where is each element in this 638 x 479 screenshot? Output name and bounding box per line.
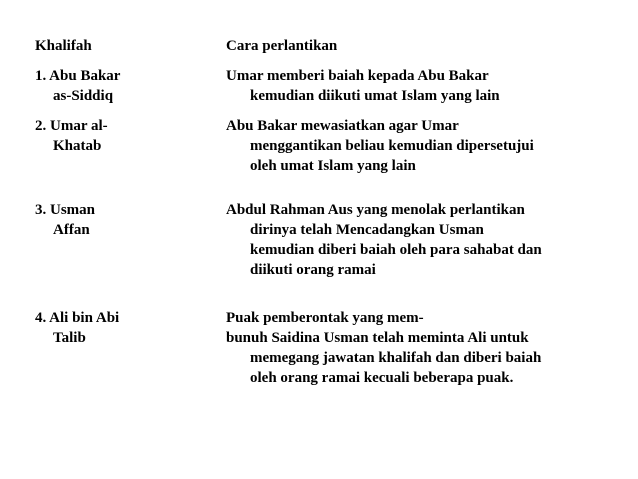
- khalifah-name-line: Khatab: [53, 138, 102, 154]
- khalifah-name-cell: [35, 200, 226, 308]
- khalifah-name-line: Affan: [53, 222, 90, 238]
- khalifah-name-line: 4. Ali bin Abi: [35, 310, 120, 326]
- cara-line: menggantikan beliau kemudian dipersetujui: [250, 138, 534, 154]
- khalifah-name-cell: [35, 66, 226, 116]
- khalifah-name-cell: [35, 308, 226, 408]
- cara-line: bunuh Saidina Usman telah meminta Ali untuk: [226, 330, 529, 346]
- cara-perlantikan-cell: [226, 308, 625, 408]
- cara-line: memegang jawatan khalifah dan diberi baiah: [250, 350, 542, 366]
- khalifah-name-line: Talib: [53, 330, 86, 346]
- cara-line: kemudian diikuti umat Islam yang lain: [250, 88, 500, 104]
- khalifah-name-line: 1. Abu Bakar: [35, 68, 121, 84]
- table-row: [35, 66, 625, 116]
- header-khalifah-label: Khalifah: [35, 38, 92, 54]
- cara-perlantikan-cell: [226, 116, 625, 200]
- khalifah-table: [35, 33, 625, 408]
- header-cara-label: Cara perlantikan: [226, 38, 338, 54]
- cara-perlantikan-cell: [226, 200, 625, 308]
- cara-line: Umar memberi baiah kepada Abu Bakar: [226, 68, 489, 84]
- header-cara-perlantikan: [226, 33, 625, 66]
- table-row: [35, 200, 625, 308]
- khalifah-name-line: as-Siddiq: [53, 88, 114, 104]
- cara-line: oleh umat Islam yang lain: [250, 158, 416, 174]
- cara-perlantikan-cell: [226, 66, 625, 116]
- khalifah-name-cell: [35, 116, 226, 200]
- cara-line: dirinya telah Mencadangkan Usman: [250, 222, 484, 238]
- table-header-row: [35, 33, 625, 66]
- table-row: [35, 116, 625, 200]
- khalifah-name-line: 2. Umar al-: [35, 118, 108, 134]
- cara-line: Abdul Rahman Aus yang menolak perlantikan: [226, 202, 525, 218]
- table-row: [35, 308, 625, 408]
- cara-line: Puak pemberontak yang mem-: [226, 310, 424, 326]
- header-khalifah: [35, 33, 226, 66]
- cara-line: diikuti orang ramai: [250, 262, 376, 278]
- cara-line: kemudian diberi baiah oleh para sahabat dan: [250, 242, 542, 258]
- cara-line: Abu Bakar mewasiatkan agar Umar: [226, 118, 459, 134]
- cara-line: oleh orang ramai kecuali beberapa puak.: [250, 370, 514, 386]
- khalifah-name-line: 3. Usman: [35, 202, 96, 218]
